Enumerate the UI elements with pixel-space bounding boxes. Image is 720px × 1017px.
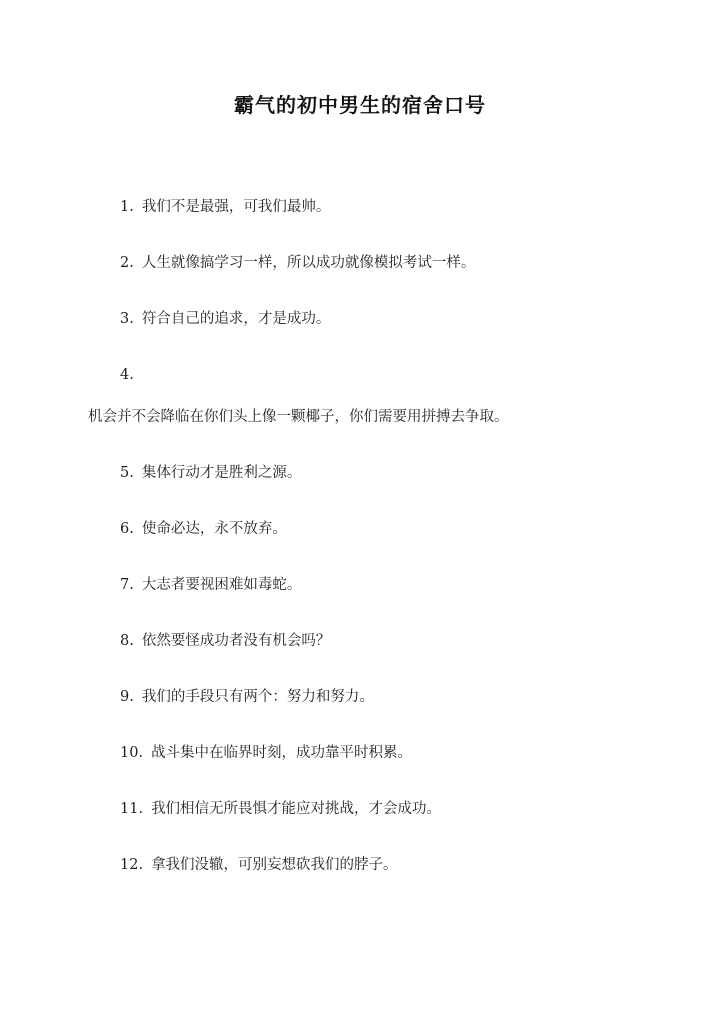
item-text: 人生就像搞学习一样，所以成功就像模拟考试一样。: [141, 255, 476, 271]
item-number: 11.: [120, 801, 144, 817]
item-text: 我们相信无所畏惧才能应对挑战，才会成功。: [151, 801, 442, 817]
list-item: [120, 253, 475, 273]
list-item: [120, 631, 330, 651]
item-text: 使命必达，永不放弃。: [141, 521, 287, 537]
list-item: [120, 575, 301, 595]
item-text: 战斗集中在临界时刻，成功靠平时积累。: [151, 745, 413, 761]
item-text: 大志者要视困难如毒蛇。: [141, 577, 302, 593]
item-text: 机会并不会降临在你们头上像一颗椰子，你们需要用拼搏去争取。: [88, 409, 509, 425]
item-text: 符合自己的追求，才是成功。: [141, 311, 331, 327]
item-text: 拿我们没辙，可别妄想砍我们的脖子。: [151, 857, 398, 873]
item-number: 2.: [120, 255, 134, 271]
list-item: [120, 463, 301, 483]
list-item: [120, 309, 330, 329]
list-item: [120, 743, 412, 763]
item-number: 7.: [120, 577, 134, 593]
list-item: [120, 855, 398, 875]
item-number: 12.: [120, 857, 144, 873]
item-text: 我们的手段只有两个：努力和努力。: [141, 689, 374, 705]
list-item: [120, 519, 287, 539]
list-item: [120, 197, 330, 217]
list-item: [120, 365, 142, 385]
item-number: 1.: [120, 199, 134, 215]
item-number: 8.: [120, 633, 134, 649]
list-item: [120, 799, 441, 819]
item-number: 9.: [120, 689, 134, 705]
item-text: 我们不是最强，可我们最帅。: [141, 199, 331, 215]
item-number: 3.: [120, 311, 134, 327]
document-title: 霸气的初中男生的宿舍口号: [234, 93, 486, 117]
item-number: 5.: [120, 465, 134, 481]
item-number: 6.: [120, 521, 134, 537]
item-number: 4.: [120, 367, 134, 383]
item-text: 依然要怪成功者没有机会吗？: [141, 633, 331, 649]
list-item: [120, 687, 374, 707]
list-item-continuation: [88, 407, 509, 427]
item-number: 10.: [120, 745, 144, 761]
item-text: 集体行动才是胜利之源。: [141, 465, 302, 481]
